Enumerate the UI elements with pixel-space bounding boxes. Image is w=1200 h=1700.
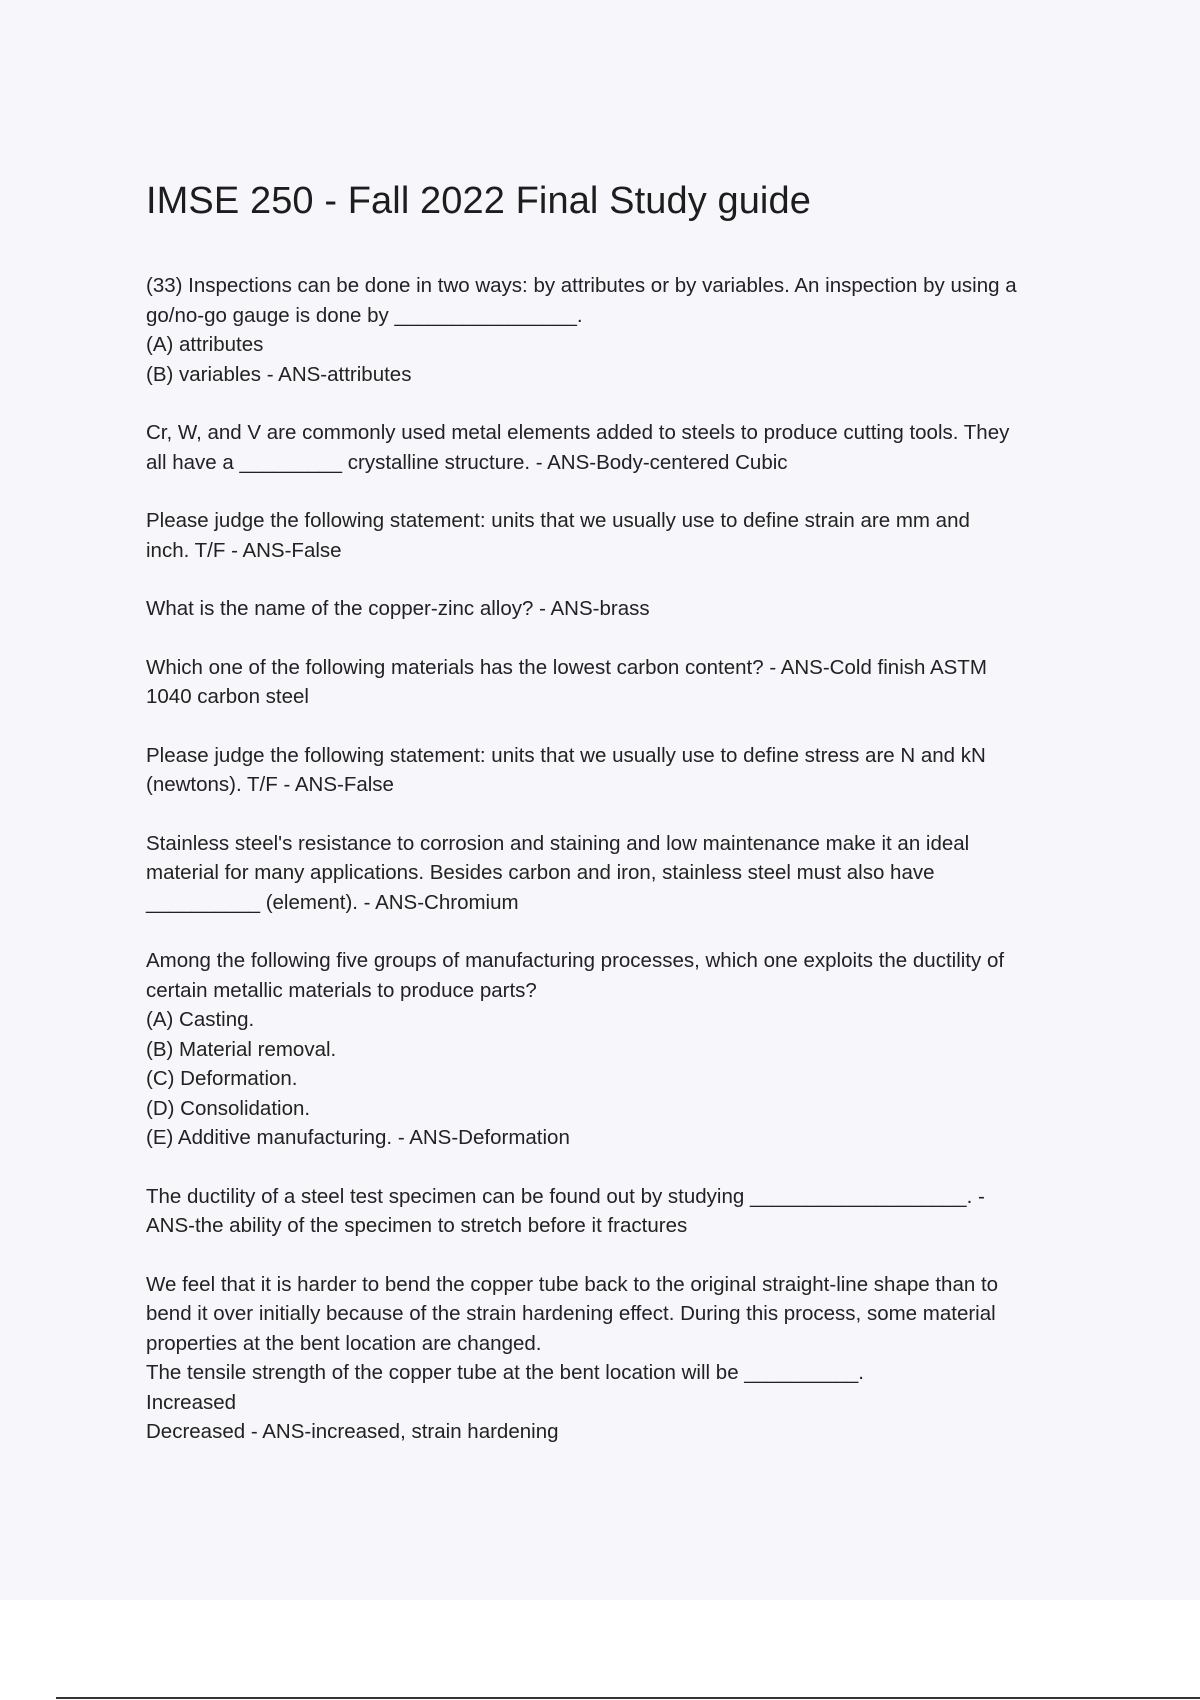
qa-entry-9 <box>146 1182 1096 1241</box>
page-bottom-rule <box>56 1697 1200 1699</box>
qa-line: (B) variables - ANS-attributes <box>146 362 412 386</box>
qa-line: (C) Deformation. <box>146 1067 298 1090</box>
qa-line: (A) Casting. <box>146 1008 255 1031</box>
qa-line: (33) Inspections can be done in two ways: by attributes or by variables. An inspection by using a <box>146 274 1017 297</box>
qa-entry-10 <box>146 1270 1096 1447</box>
qa-line: bend it over initially because of the strain hardening effect. During this process, some material <box>146 1302 996 1325</box>
qa-line: inch. T/F - ANS-False <box>146 538 342 562</box>
qa-line: (newtons). T/F - ANS-False <box>146 773 394 796</box>
qa-entry-4 <box>146 594 1096 624</box>
qa-line: (B) Material removal. <box>146 1037 337 1061</box>
qa-line: (D) Consolidation. <box>146 1096 311 1120</box>
qa-line: Please judge the following statement: units that we usually use to define strain are mm and <box>146 509 970 532</box>
document-content <box>146 180 1096 1476</box>
qa-entry-7 <box>146 829 1096 918</box>
qa-line: Among the following five groups of manufacturing processes, which one exploits the ductility of <box>146 949 1005 972</box>
qa-line: Increased <box>146 1390 237 1414</box>
qa-line: material for many applications. Besides carbon and iron, stainless steel must also have <box>146 861 935 884</box>
qa-line: We feel that it is harder to bend the copper tube back to the original straight-line shape than to <box>146 1272 999 1296</box>
qa-entry-5 <box>146 653 1096 712</box>
document-title: IMSE 250 - Fall 2022 Final Study guide <box>146 180 811 222</box>
qa-line: What is the name of the copper-zinc alloy? - ANS-brass <box>146 597 650 620</box>
qa-entry-1 <box>146 271 1096 389</box>
qa-line: certain metallic materials to produce parts? <box>146 978 537 1002</box>
qa-line: Please judge the following statement: units that we usually use to define stress are N and kN <box>146 743 986 767</box>
qa-entry-6 <box>146 741 1096 800</box>
qa-line: Decreased - ANS-increased, strain hardening <box>146 1420 559 1443</box>
qa-line: The tensile strength of the copper tube at the bent location will be __________. <box>146 1361 865 1384</box>
qa-line: Stainless steel's resistance to corrosion and staining and low maintenance make it an ideal <box>146 831 970 855</box>
qa-line: Cr, W, and V are commonly used metal elements added to steels to produce cutting tools. They <box>146 421 1010 444</box>
qa-line: (A) attributes <box>146 333 264 356</box>
qa-line: go/no-go gauge is done by ________________. <box>146 303 583 327</box>
qa-entry-3 <box>146 506 1096 565</box>
qa-entry-8 <box>146 946 1096 1153</box>
qa-line: The ductility of a steel test specimen can be found out by studying ___________________. - <box>146 1184 985 1208</box>
qa-line: 1040 carbon steel <box>146 685 309 708</box>
qa-entry-2 <box>146 418 1096 477</box>
qa-line: properties at the bent location are changed. <box>146 1331 542 1355</box>
qa-line: all have a _________ crystalline structure. - ANS-Body-centered Cubic <box>146 450 788 474</box>
qa-line: ANS-the ability of the specimen to stretch before it fractures <box>146 1214 688 1237</box>
qa-line: __________ (element). - ANS-Chromium <box>146 890 519 914</box>
qa-line: (E) Additive manufacturing. - ANS-Deformation <box>146 1126 570 1149</box>
qa-line: Which one of the following materials has the lowest carbon content? - ANS-Cold finish ASTM <box>146 655 987 679</box>
